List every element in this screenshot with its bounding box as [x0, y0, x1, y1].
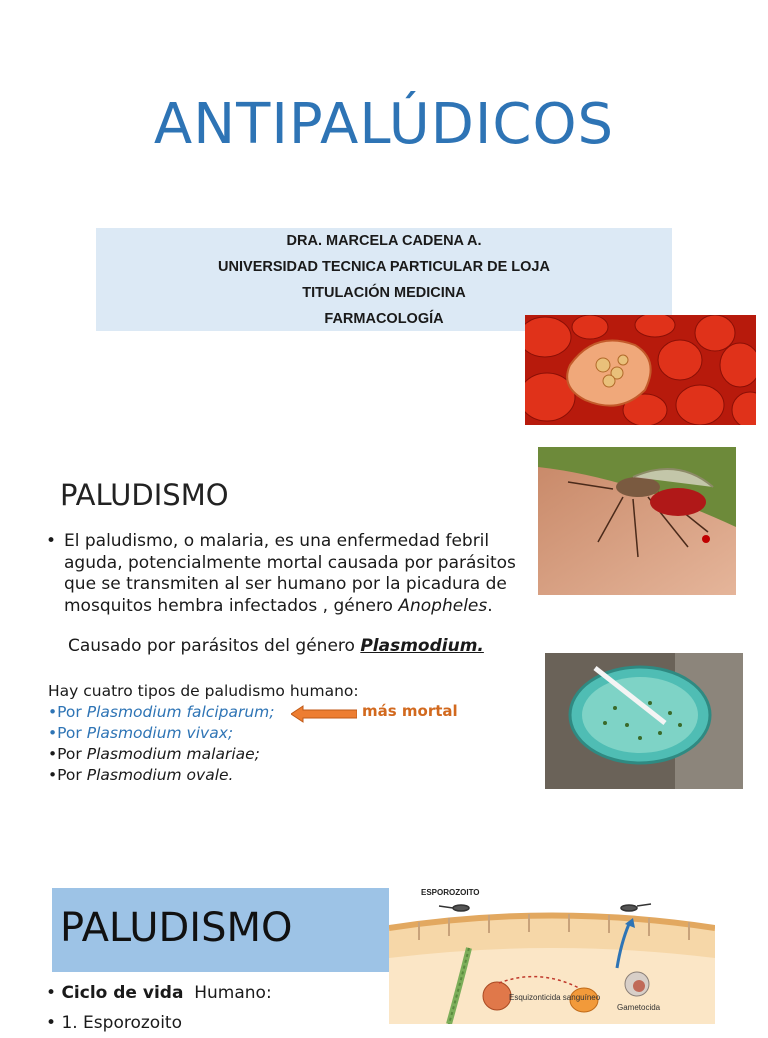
genus-plasmodium: Plasmodium. — [360, 636, 484, 656]
sporozoite-text: 1. Esporozoito — [61, 1013, 182, 1033]
types-intro: Hay cuatro tipos de paludismo humano: — [48, 682, 359, 700]
type-item — [48, 744, 359, 765]
larvae-ladle-image — [545, 653, 743, 789]
definition-text-main: El paludismo, o malaria, es una enfermedad febril aguda, potencialmente mortal causada por parásitos que se transmiten al ser humano por la picadura de mosquitos hembra infectados , género — [64, 531, 516, 616]
section-heading-paludismo: PALUDISMO — [60, 478, 229, 512]
genus-anopheles: Anopheles — [398, 595, 488, 616]
most-deadly-note: más mortal — [362, 702, 458, 720]
university-name: UNIVERSIDAD TECNICA PARTICULAR DE LOJA — [218, 259, 550, 275]
author-name: DRA. MARCELA CADENA A. — [286, 233, 482, 249]
type-prefix: •Por — [48, 766, 87, 784]
caused-by-line — [68, 636, 484, 656]
mosquito-image — [538, 447, 736, 595]
sporozoite-bullet: • 1. Esporozoito — [46, 1013, 182, 1033]
left-arrow-icon — [291, 705, 357, 723]
definition-text — [64, 531, 536, 617]
type-species: Plasmodium malariae; — [86, 745, 260, 763]
type-species: Plasmodium falciparum; — [86, 703, 275, 721]
life-cycle-list — [46, 978, 272, 1038]
red-blood-cells-image — [525, 315, 756, 425]
type-item — [48, 765, 359, 786]
diagram-label-sporozoite: ESPOROZOITO — [421, 888, 480, 897]
life-cycle-host: Humano: — [194, 983, 272, 1003]
section2-heading-paludismo: PALUDISMO — [60, 905, 293, 951]
diagram-label-schizonticide: Esquizonticida sanguíneo — [509, 993, 601, 1002]
course-name: FARMACOLOGÍA — [324, 311, 444, 327]
definition-bullet — [46, 531, 536, 617]
definition-text-end: . — [487, 595, 493, 616]
type-prefix: •Por — [48, 724, 87, 742]
type-item — [48, 723, 359, 744]
type-prefix: •Por — [48, 745, 87, 763]
type-species: Plasmodium ovale. — [86, 766, 234, 784]
bullet-dot: • — [46, 531, 57, 551]
program-name: TITULACIÓN MEDICINA — [302, 285, 466, 301]
type-species: Plasmodium vivax; — [86, 724, 234, 742]
life-cycle-label: Ciclo de vida — [61, 983, 184, 1003]
caused-by-text: Causado por parásitos del género — [68, 636, 361, 656]
diagram-label-gametocide: Gametocida — [617, 1003, 661, 1012]
type-prefix: •Por — [48, 703, 87, 721]
malaria-types-list — [48, 681, 359, 786]
page-title: ANTIPALÚDICOS — [153, 92, 615, 157]
life-cycle-bullet: • Ciclo de vida Humano: — [46, 983, 272, 1003]
life-cycle-diagram — [389, 888, 715, 1024]
